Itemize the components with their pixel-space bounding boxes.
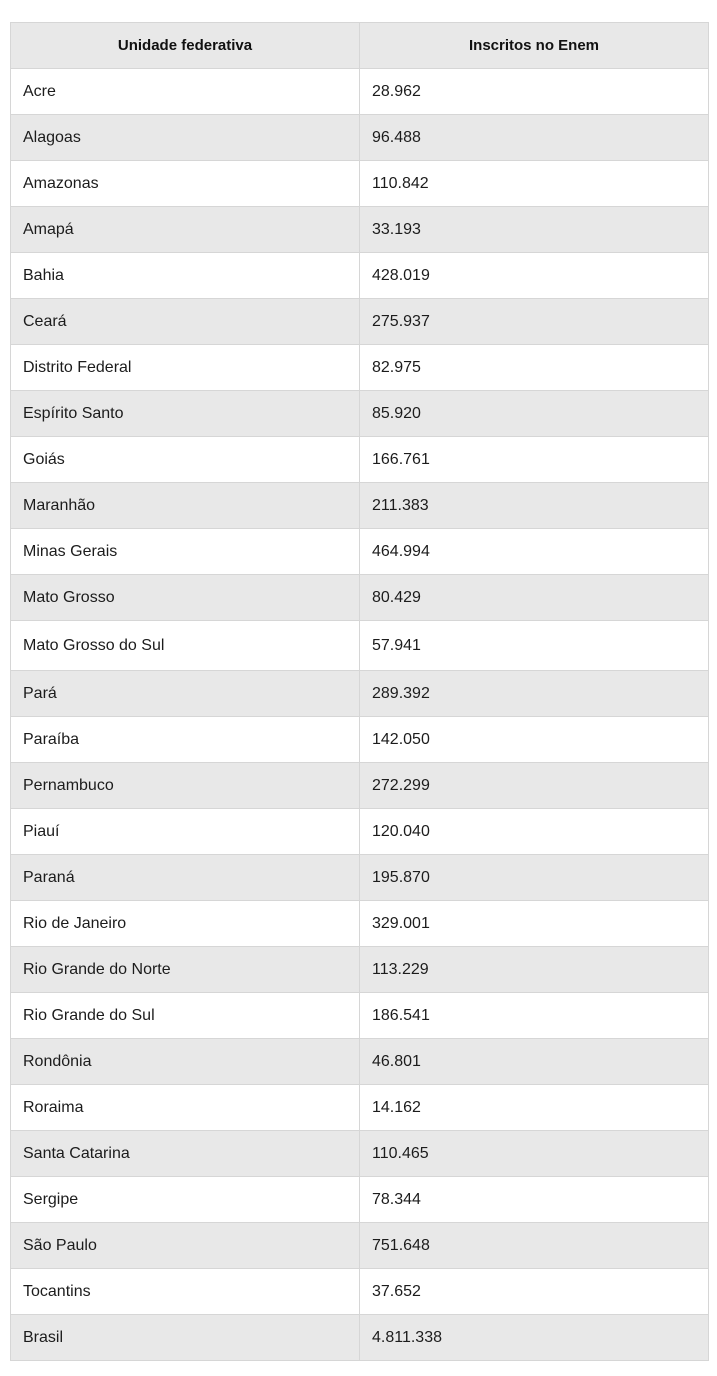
cell-unidade-federativa: Minas Gerais — [11, 529, 360, 575]
table-header — [11, 23, 709, 69]
table-row — [11, 717, 709, 763]
cell-unidade-federativa: São Paulo — [11, 1223, 360, 1269]
cell-inscritos: 80.429 — [360, 575, 709, 621]
table-body — [11, 69, 709, 1361]
cell-inscritos: 751.648 — [360, 1223, 709, 1269]
enem-registrations-table — [10, 22, 709, 1361]
cell-unidade-federativa: Paraíba — [11, 717, 360, 763]
header-row — [11, 23, 709, 69]
cell-unidade-federativa: Sergipe — [11, 1177, 360, 1223]
cell-inscritos: 113.229 — [360, 947, 709, 993]
table-row — [11, 69, 709, 115]
cell-inscritos: 110.465 — [360, 1131, 709, 1177]
table-row — [11, 345, 709, 391]
cell-inscritos: 329.001 — [360, 901, 709, 947]
header-unidade-federativa: Unidade federativa — [11, 23, 360, 69]
cell-inscritos: 186.541 — [360, 993, 709, 1039]
cell-inscritos: 195.870 — [360, 855, 709, 901]
cell-inscritos: 120.040 — [360, 809, 709, 855]
table-row — [11, 1177, 709, 1223]
cell-unidade-federativa: Pernambuco — [11, 763, 360, 809]
table-row — [11, 763, 709, 809]
cell-unidade-federativa: Bahia — [11, 253, 360, 299]
cell-inscritos: 275.937 — [360, 299, 709, 345]
table-row — [11, 1223, 709, 1269]
cell-unidade-federativa: Pará — [11, 671, 360, 717]
cell-inscritos: 85.920 — [360, 391, 709, 437]
table-row — [11, 993, 709, 1039]
cell-inscritos: 211.383 — [360, 483, 709, 529]
table-row — [11, 483, 709, 529]
cell-inscritos: 464.994 — [360, 529, 709, 575]
cell-inscritos: 142.050 — [360, 717, 709, 763]
table-row — [11, 855, 709, 901]
cell-unidade-federativa: Rio de Janeiro — [11, 901, 360, 947]
cell-inscritos: 166.761 — [360, 437, 709, 483]
cell-inscritos: 82.975 — [360, 345, 709, 391]
cell-inscritos: 33.193 — [360, 207, 709, 253]
table-row — [11, 947, 709, 993]
header-inscritos: Inscritos no Enem — [360, 23, 709, 69]
table-row — [11, 621, 709, 671]
cell-unidade-federativa: Roraima — [11, 1085, 360, 1131]
cell-unidade-federativa: Rio Grande do Norte — [11, 947, 360, 993]
enem-table-container — [10, 22, 709, 1361]
table-row — [11, 207, 709, 253]
cell-unidade-federativa: Maranhão — [11, 483, 360, 529]
cell-unidade-federativa: Rondônia — [11, 1039, 360, 1085]
cell-inscritos: 289.392 — [360, 671, 709, 717]
cell-unidade-federativa: Mato Grosso do Sul — [11, 621, 360, 671]
table-row — [11, 1315, 709, 1361]
table-row — [11, 575, 709, 621]
cell-unidade-federativa: Ceará — [11, 299, 360, 345]
table-row — [11, 437, 709, 483]
cell-inscritos: 14.162 — [360, 1085, 709, 1131]
table-row — [11, 253, 709, 299]
table-row — [11, 1269, 709, 1315]
cell-inscritos: 428.019 — [360, 253, 709, 299]
table-row — [11, 299, 709, 345]
cell-inscritos: 57.941 — [360, 621, 709, 671]
cell-inscritos: 37.652 — [360, 1269, 709, 1315]
cell-unidade-federativa: Tocantins — [11, 1269, 360, 1315]
cell-unidade-federativa: Goiás — [11, 437, 360, 483]
cell-inscritos: 96.488 — [360, 115, 709, 161]
table-row — [11, 809, 709, 855]
table-row — [11, 1039, 709, 1085]
table-row — [11, 1085, 709, 1131]
cell-inscritos: 46.801 — [360, 1039, 709, 1085]
cell-unidade-federativa: Amazonas — [11, 161, 360, 207]
cell-unidade-federativa: Amapá — [11, 207, 360, 253]
cell-unidade-federativa: Distrito Federal — [11, 345, 360, 391]
cell-unidade-federativa: Piauí — [11, 809, 360, 855]
cell-unidade-federativa: Acre — [11, 69, 360, 115]
cell-unidade-federativa: Brasil — [11, 1315, 360, 1361]
cell-unidade-federativa: Rio Grande do Sul — [11, 993, 360, 1039]
cell-inscritos: 4.811.338 — [360, 1315, 709, 1361]
table-row — [11, 1131, 709, 1177]
cell-unidade-federativa: Alagoas — [11, 115, 360, 161]
table-row — [11, 161, 709, 207]
cell-unidade-federativa: Paraná — [11, 855, 360, 901]
table-row — [11, 671, 709, 717]
table-row — [11, 901, 709, 947]
cell-unidade-federativa: Espírito Santo — [11, 391, 360, 437]
cell-inscritos: 272.299 — [360, 763, 709, 809]
table-row — [11, 115, 709, 161]
cell-inscritos: 28.962 — [360, 69, 709, 115]
table-row — [11, 391, 709, 437]
cell-unidade-federativa: Santa Catarina — [11, 1131, 360, 1177]
cell-unidade-federativa: Mato Grosso — [11, 575, 360, 621]
table-row — [11, 529, 709, 575]
cell-inscritos: 110.842 — [360, 161, 709, 207]
cell-inscritos: 78.344 — [360, 1177, 709, 1223]
